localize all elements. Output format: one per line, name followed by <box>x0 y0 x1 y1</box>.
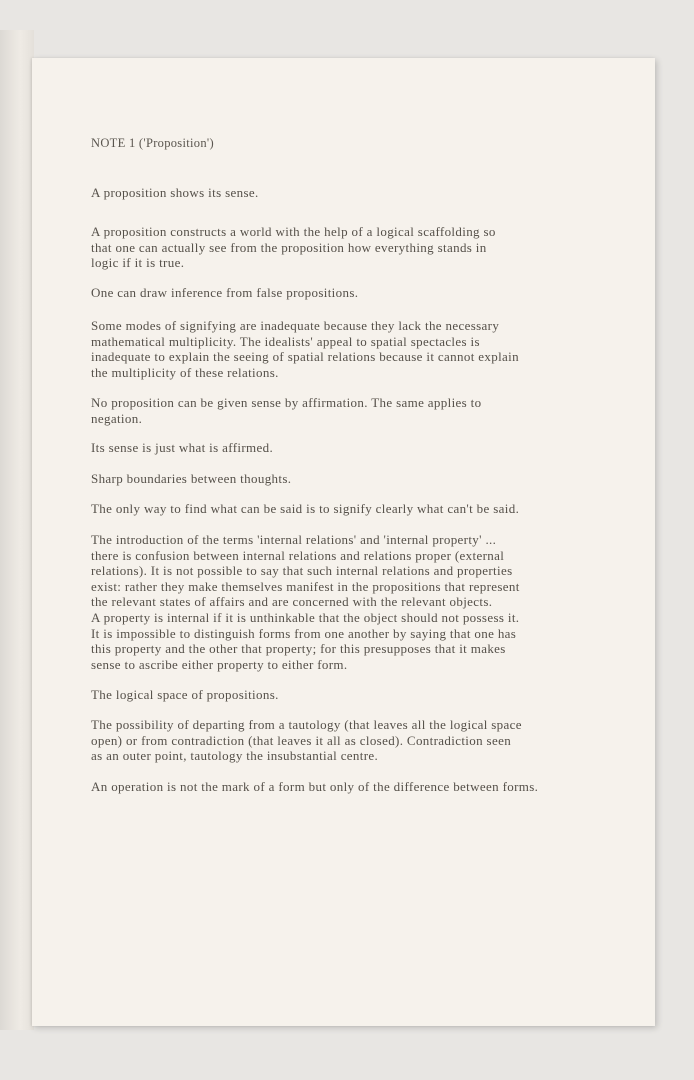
text-line: inadequate to explain the seeing of spatial relations because it cannot explain <box>91 349 519 365</box>
paragraph <box>91 395 481 426</box>
paragraph <box>91 501 519 517</box>
text-line: as an outer point, tautology the insubstantial centre. <box>91 748 379 764</box>
underlying-page-edge <box>0 30 34 1030</box>
paragraph <box>91 717 522 764</box>
text-line: mathematical multiplicity. The idealists' appeal to spatial spectacles is <box>91 333 480 349</box>
text-line: The introduction of the terms 'internal relations' and 'internal property' ... <box>91 532 497 547</box>
text-line: logic if it is true. <box>91 255 185 271</box>
text-line: sense to ascribe either property to either form. <box>91 656 348 672</box>
text-line: relations). It is not possible to say that such internal relations and properties <box>91 563 513 579</box>
paragraph <box>91 224 496 271</box>
paragraph <box>91 285 358 301</box>
text-line: the multiplicity of these relations. <box>91 364 279 380</box>
paragraph <box>91 185 259 201</box>
text-line: this property and the other that property; for this presupposes that it makes <box>91 641 506 657</box>
text-line: It is impossible to distinguish forms from one another by saying that one has <box>91 625 517 641</box>
text-line: A proposition shows its sense. <box>91 185 259 200</box>
text-line: One can draw inference from false propositions. <box>91 285 359 300</box>
note-title: NOTE 1 ('Proposition') <box>91 136 214 150</box>
text-line: A proposition constructs a world with the help of a logical scaffolding so <box>91 224 496 239</box>
text-line: The logical space of propositions. <box>91 687 279 702</box>
paragraph <box>91 687 279 703</box>
paragraph <box>91 440 273 456</box>
text-line: negation. <box>91 410 143 426</box>
text-line: Some modes of signifying are inadequate because they lack the necessary <box>91 318 500 333</box>
text-line: An operation is not the mark of a form but only of the difference between forms. <box>91 779 539 794</box>
paragraph <box>91 471 291 487</box>
text-line: Its sense is just what is affirmed. <box>91 440 274 455</box>
text-line: No proposition can be given sense by affirmation. The same applies to <box>91 395 482 410</box>
paragraph <box>91 779 538 795</box>
document-page <box>32 58 655 1026</box>
text-line: Sharp boundaries between thoughts. <box>91 471 292 486</box>
paragraph <box>91 532 520 672</box>
text-line: A property is internal if it is unthinkable that the object should not possess it. <box>91 609 520 625</box>
text-line: The possibility of departing from a tautology (that leaves all the logical space <box>91 717 522 732</box>
text-line: the relevant states of affairs and are concerned with the relevant objects. <box>91 594 493 610</box>
text-line: The only way to find what can be said is to signify clearly what can't be said. <box>91 501 520 516</box>
paragraph <box>91 318 519 380</box>
text-line: open) or from contradiction (that leaves it all as closed). Contradiction seen <box>91 732 512 748</box>
text-line: there is confusion between internal relations and relations proper (external <box>91 547 505 563</box>
text-line: that one can actually see from the proposition how everything stands in <box>91 239 487 255</box>
text-line: exist: rather they make themselves manifest in the propositions that represent <box>91 578 520 594</box>
